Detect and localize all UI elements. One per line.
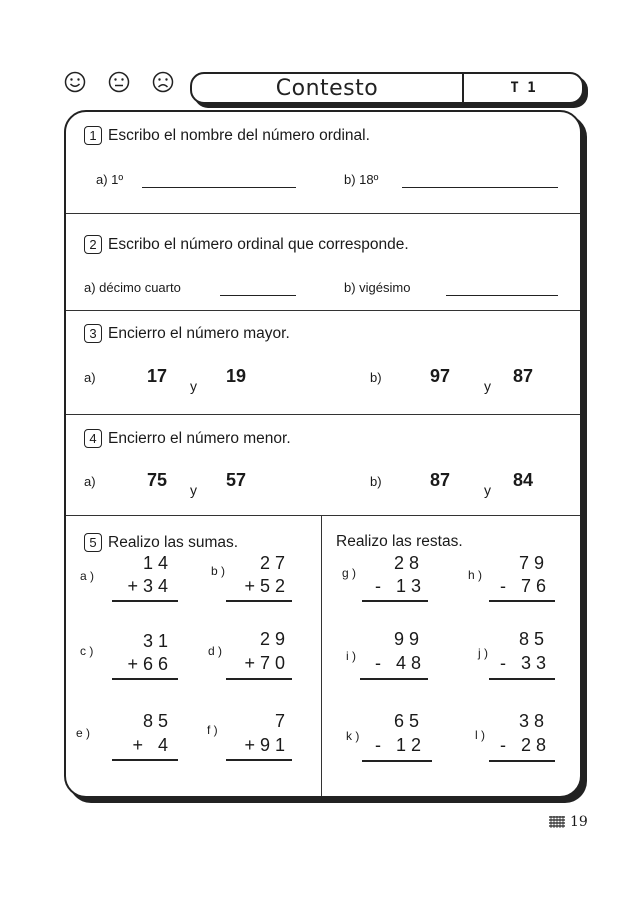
page-number-text: 19 bbox=[570, 814, 588, 830]
exercise-label: f ) bbox=[207, 723, 218, 737]
section-number: 2 bbox=[84, 235, 102, 254]
section-heading: Escribo el número ordinal que corresponde. bbox=[108, 235, 409, 253]
subtractions-heading bbox=[336, 533, 463, 551]
item-label: a) bbox=[84, 474, 96, 489]
happy-face-icon[interactable] bbox=[64, 71, 86, 93]
sum-bottom: +52 bbox=[244, 576, 290, 596]
answer-line[interactable] bbox=[112, 678, 178, 680]
subtraction-top: 99 bbox=[393, 629, 424, 649]
answer-line-b[interactable] bbox=[402, 187, 558, 188]
section-ordinal-names bbox=[66, 112, 580, 214]
page-title: Contesto bbox=[275, 75, 379, 101]
answer-line[interactable] bbox=[362, 760, 432, 762]
conjunction: y bbox=[190, 378, 197, 394]
sum-top: 7 bbox=[274, 711, 290, 731]
worksheet-card bbox=[64, 110, 582, 798]
number-choice[interactable]: 57 bbox=[226, 470, 247, 490]
section-greater-number bbox=[66, 310, 580, 415]
sum-top: 31 bbox=[142, 631, 173, 651]
number-choice[interactable]: 75 bbox=[147, 470, 168, 490]
section-number: 5 bbox=[84, 533, 102, 552]
item-label: b) vigésimo bbox=[344, 280, 411, 295]
exercise-label: d ) bbox=[208, 644, 223, 658]
section-number: 4 bbox=[84, 429, 102, 448]
unit-code: T 1 bbox=[462, 74, 582, 102]
exercise-label: i ) bbox=[346, 649, 356, 663]
number-choice[interactable]: 84 bbox=[513, 470, 534, 490]
section-ordinal-numbers bbox=[66, 213, 580, 311]
sad-face-icon[interactable] bbox=[152, 71, 174, 93]
number-choice[interactable]: 97 bbox=[430, 366, 451, 386]
section-heading: Realizo las sumas. bbox=[108, 533, 239, 551]
section-number: 3 bbox=[84, 324, 102, 343]
sum-bottom: +70 bbox=[244, 653, 290, 673]
section-smaller-number bbox=[66, 414, 580, 516]
exercise-label: k ) bbox=[346, 729, 360, 743]
item-label: a) décimo cuarto bbox=[84, 280, 181, 295]
answer-line[interactable] bbox=[226, 678, 292, 680]
answer-line-b[interactable] bbox=[446, 295, 558, 296]
page-number bbox=[548, 814, 588, 830]
section-heading: Realizo las restas. bbox=[336, 533, 463, 550]
answer-line[interactable] bbox=[112, 600, 178, 602]
subtraction-bottom: - 76 bbox=[499, 576, 551, 596]
subtraction-top: 85 bbox=[518, 629, 549, 649]
answer-line[interactable] bbox=[112, 759, 178, 761]
number-choice[interactable]: 17 bbox=[147, 366, 168, 386]
conjunction: y bbox=[484, 378, 491, 394]
conjunction: y bbox=[190, 482, 197, 498]
exercise-label: c ) bbox=[80, 644, 94, 658]
exercise-label: b ) bbox=[211, 564, 226, 578]
item-label: a) bbox=[84, 370, 96, 385]
answer-line[interactable] bbox=[360, 678, 428, 680]
subtraction-top: 38 bbox=[518, 711, 549, 731]
exercise-label: h ) bbox=[468, 568, 483, 582]
exercise-label: a ) bbox=[80, 569, 95, 583]
title-bar bbox=[190, 72, 584, 104]
sum-bottom: + 4 bbox=[132, 735, 173, 755]
sum-bottom: +91 bbox=[244, 735, 290, 755]
item-label: b) bbox=[370, 474, 382, 489]
number-choice[interactable]: 87 bbox=[430, 470, 451, 490]
subtraction-bottom: - 13 bbox=[374, 576, 426, 596]
number-choice[interactable]: 19 bbox=[226, 366, 247, 386]
exercise-label: l ) bbox=[475, 728, 485, 742]
number-choice[interactable]: 87 bbox=[513, 366, 534, 386]
subtraction-bottom: - 28 bbox=[499, 735, 551, 755]
subtraction-top: 65 bbox=[393, 711, 424, 731]
subtraction-bottom: - 48 bbox=[374, 653, 426, 673]
answer-line[interactable] bbox=[226, 759, 292, 761]
item-label: b) 18º bbox=[344, 172, 379, 187]
neutral-face-icon[interactable] bbox=[108, 71, 130, 93]
subtraction-top: 79 bbox=[518, 553, 549, 573]
answer-line[interactable] bbox=[226, 600, 292, 602]
conjunction: y bbox=[484, 482, 491, 498]
exercise-label: j ) bbox=[478, 646, 488, 660]
section-number: 1 bbox=[84, 126, 102, 145]
sum-top: 85 bbox=[142, 711, 173, 731]
mood-faces bbox=[64, 71, 174, 93]
section-heading: Escribo el nombre del número ordinal. bbox=[108, 126, 370, 144]
exercise-label: e ) bbox=[76, 726, 91, 740]
section-heading: Encierro el número mayor. bbox=[108, 324, 290, 342]
answer-line[interactable] bbox=[489, 760, 555, 762]
answer-line[interactable] bbox=[489, 600, 555, 602]
item-label: a) 1º bbox=[96, 172, 124, 187]
book-lines-icon bbox=[548, 815, 566, 829]
answer-line[interactable] bbox=[489, 678, 555, 680]
sum-top: 29 bbox=[259, 629, 290, 649]
sum-top: 14 bbox=[142, 553, 173, 573]
answer-line-a[interactable] bbox=[220, 295, 296, 296]
answer-line[interactable] bbox=[362, 600, 428, 602]
sum-bottom: +34 bbox=[127, 576, 173, 596]
subtraction-top: 28 bbox=[393, 553, 424, 573]
section-heading: Encierro el número menor. bbox=[108, 429, 291, 447]
sum-bottom: +66 bbox=[127, 654, 173, 674]
sum-top: 27 bbox=[259, 553, 290, 573]
sums-heading bbox=[84, 533, 238, 552]
exercise-label: g ) bbox=[342, 566, 357, 580]
subtraction-bottom: - 12 bbox=[374, 735, 426, 755]
item-label: b) bbox=[370, 370, 382, 385]
answer-line-a[interactable] bbox=[142, 187, 296, 188]
column-divider bbox=[321, 515, 322, 796]
subtraction-bottom: - 33 bbox=[499, 653, 551, 673]
